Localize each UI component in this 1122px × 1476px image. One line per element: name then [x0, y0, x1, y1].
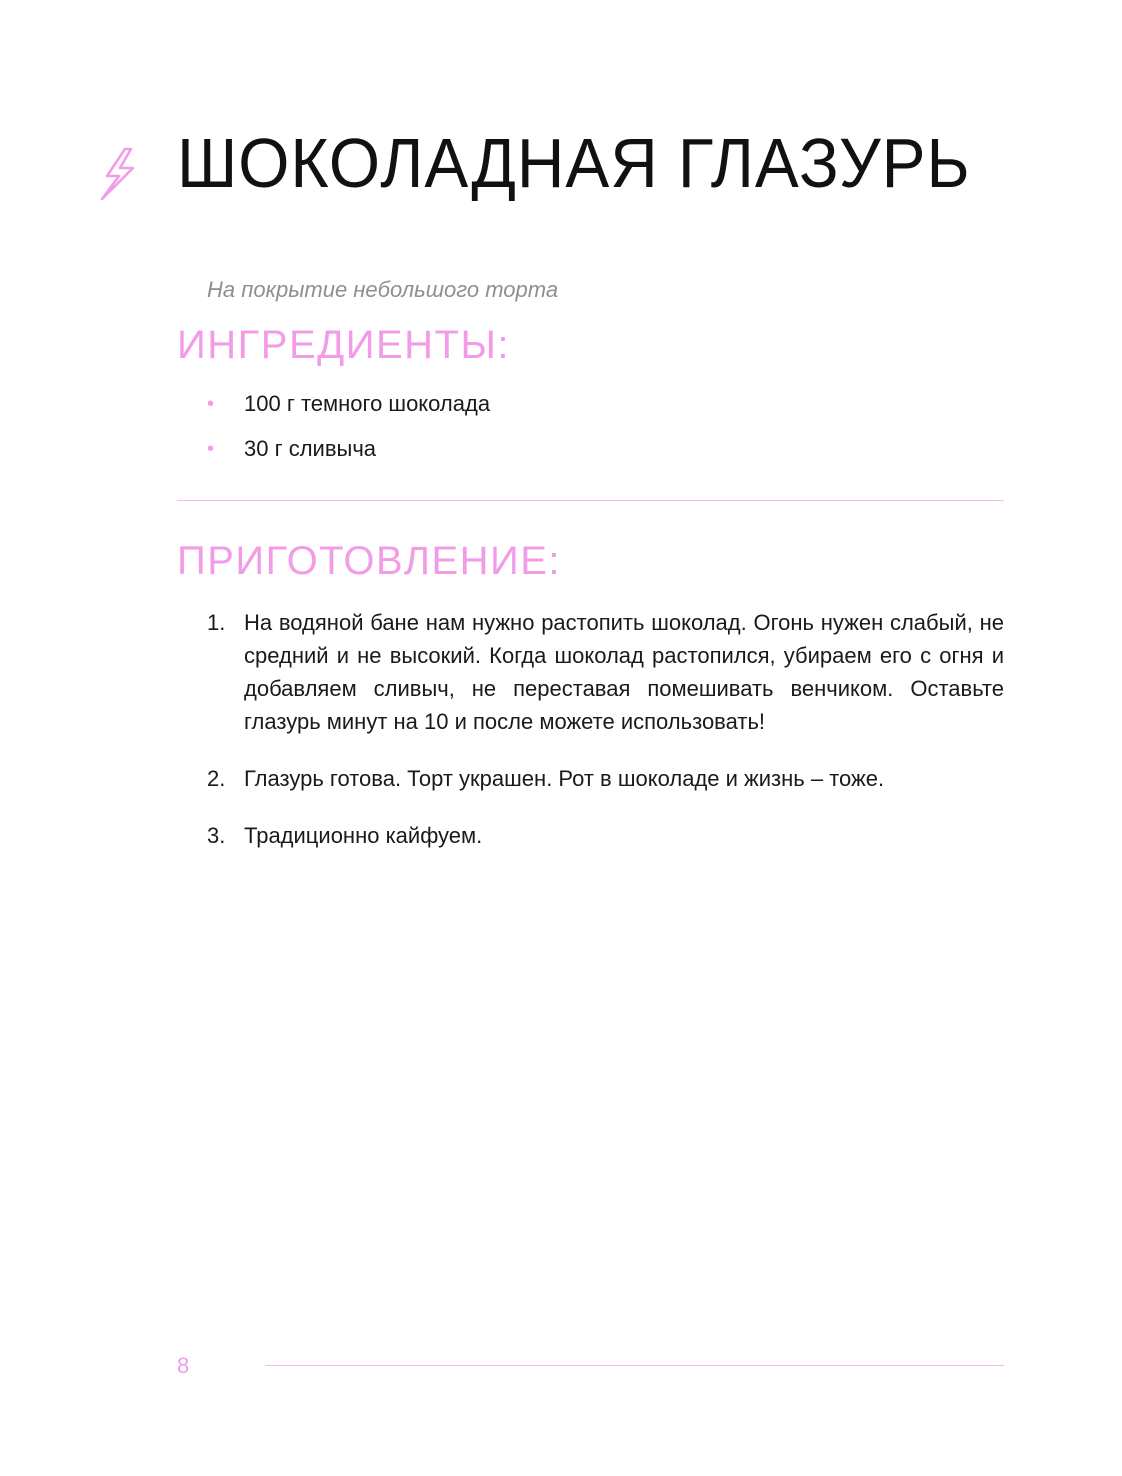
ingredient-text: 30 г сливыча: [244, 436, 377, 461]
step-item: [207, 819, 1004, 852]
method-heading: ПРИГОТОВЛЕНИЕ:: [177, 539, 562, 583]
page-title: ШОКОЛАДНАЯ ГЛАЗУРЬ: [177, 124, 971, 202]
bullet-icon: •: [207, 438, 215, 460]
ingredient-item: [207, 434, 490, 464]
serving-note: На покрытие небольшого торта: [207, 277, 559, 302]
lightning-bolt-icon: [98, 146, 138, 202]
step-item: [207, 606, 1004, 738]
steps-list: [207, 606, 1004, 876]
bullet-icon: •: [207, 393, 215, 415]
step-item: [207, 762, 1004, 795]
step-number: 1.: [207, 610, 226, 635]
footer-rule: [265, 1365, 1004, 1366]
ingredients-list: [207, 389, 490, 479]
step-text: На водяной бане нам нужно растопить шоколад. Огонь нужен слабый, не средний и не высокий. Когда шоколад растопился, убираем его с огня и добавляем сливыч, не переставая помешивать венчиком. Оставьте глазурь минут на 10 и после можете использовать!: [244, 610, 1004, 734]
ingredient-item: [207, 389, 490, 419]
step-text: Глазурь готова. Торт украшен. Рот в шоколаде и жизнь – тоже.: [244, 766, 885, 791]
section-divider: [177, 500, 1004, 501]
step-text: Традиционно кайфуем.: [244, 823, 483, 848]
page-number: 8: [177, 1353, 190, 1378]
ingredient-text: 100 г темного шоколада: [244, 391, 491, 416]
step-number: 3.: [207, 823, 226, 848]
step-number: 2.: [207, 766, 226, 791]
ingredients-heading: ИНГРЕДИЕНТЫ:: [177, 323, 511, 367]
